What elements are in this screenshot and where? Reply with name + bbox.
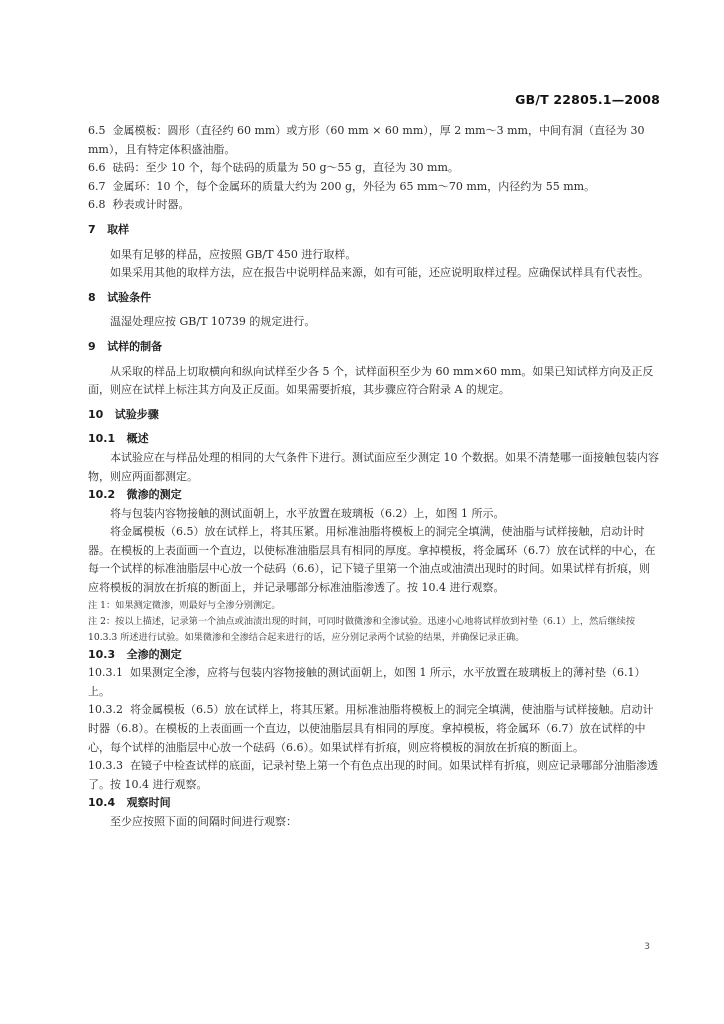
section-heading-9: 9 试样的制备 xyxy=(88,339,163,353)
page-number: 3 xyxy=(644,942,650,952)
section-heading-10: 10 试验步骤 xyxy=(88,407,159,421)
clause-6-5: 6.5 金属模板：圆形（直径约 60 mm）或方形（60 mm × 60 mm），厚 2 mm～3 mm，中间有洞（直径为 30 mm），且有特定体积盛油脂。 xyxy=(88,124,645,156)
clause-6-8: 6.8 秒表或计时器。 xyxy=(88,198,190,212)
clause-10-3-1: 10.3.1 如果测定全渗，应将与包装内容物接触的测试面朝上，如图 1 所示，水平放置在玻璃板上的薄衬垫（6.1）上。 xyxy=(88,666,646,698)
section-heading-7: 7 取样 xyxy=(88,222,130,236)
paragraph-10-4: 至少应按照下面的间隔时间进行观察： xyxy=(110,815,297,828)
document-body xyxy=(88,122,660,832)
note-1: 注 1：如果测定微渗，则最好与全渗分别测定。 xyxy=(88,599,281,611)
paragraph-10-1: 本试验应在与样品处理的相同的大气条件下进行。测试面应至少测定 10 个数据。如果不清楚哪一面接触包装内容物，则应两面都测定。 xyxy=(88,450,659,483)
paragraph-7-1: 如果有足够的样品，应按照 GB/T 450 进行取样。 xyxy=(110,247,357,261)
standard-number: GB/T 22805.1—2008 xyxy=(515,92,660,107)
clause-6-7: 6.7 金属环：10 个，每个金属环的质量大约为 200 g，外径为 65 mm～70 mm，内径约为 55 mm。 xyxy=(88,179,596,193)
note-2: 注 2：按以上描述，记录第一个油点或油渍出现的时间，可同时做微渗和全渗试验。迅速小心地将试样放到衬垫（6.1）上，然后继续按 10.3.3 所述进行试验。如果微渗和全渗结合起来进行的话，应分别记录两个试验的结果，并确保记录正确。 xyxy=(88,615,636,643)
subsection-heading-10-1: 10.1 概述 xyxy=(88,432,149,446)
subsection-heading-10-3: 10.3 全渗的测定 xyxy=(88,647,182,661)
paragraph-10-2-a: 将与包装内容物接触的测试面朝上，水平放置在玻璃板（6.2）上，如图 1 所示。 xyxy=(110,506,505,520)
paragraph-7-2: 如果采用其他的取样方法，应在报告中说明样品来源，如有可能，还应说明取样过程。应确保试样具有代表性。 xyxy=(110,266,649,280)
section-heading-8: 8 试验条件 xyxy=(88,290,152,304)
paragraph-10-2-b: 将金属模板（6.5）放在试样上，将其压紧。用标准油脂将模板上的洞完全填满，使油脂与试样接触，启动计时器。在模板的上表面画一个直边，以使标准油脂层具有相同的厚度。拿掉模板，将金属环（6.7）放在试样的中心，在每一个试样的标准油脂层中心放一个砝码（6.6），记下镜子里第一个油点或油渍出现时的时间。如果试样有折痕，则应将模板的洞放在折痕的断面上，并记录哪部分标准油脂渗透了。按 10.4 进行观察。 xyxy=(88,525,656,595)
clause-10-3-3: 10.3.3 在镜子中检查试样的底面，记录衬垫上第一个有色点出现的时间。如果试样有折痕，则应记录哪部分油脂渗透了。按 10.4 进行观察。 xyxy=(88,759,658,791)
clause-6-6: 6.6 砝码：至少 10 个，每个砝码的质量为 50 g～55 g，直径为 30 mm。 xyxy=(88,161,459,175)
clause-10-3-2: 10.3.2 将金属模板（6.5）放在试样上，将其压紧。用标准油脂将模板上的洞完全填满，使油脂与试样接触。启动计时器（6.8）。在模板的上表面画一个直边，以使油脂层具有相同的厚度。拿掉模板，将金属环（6.7）放在试样的中心，每个试样的油脂层中心放一个砝码（6.6）。如果试样有折痕，则应将模板的洞放在折痕的断面上。 xyxy=(88,703,654,754)
paragraph-8: 温湿处理应按 GB/T 10739 的规定进行。 xyxy=(110,315,316,329)
subsection-heading-10-2: 10.2 微渗的测定 xyxy=(88,488,182,502)
paragraph-9: 从采取的样品上切取横向和纵向试样至少各 5 个，试样面积至少为 60 mm×60 mm。如果已知试样方向及正反面，则应在试样上标注其方向及正反面。如果需要折痕，其步骤应符合附录 A 的规定。 xyxy=(88,364,654,397)
subsection-heading-10-4: 10.4 观察时间 xyxy=(88,796,171,810)
